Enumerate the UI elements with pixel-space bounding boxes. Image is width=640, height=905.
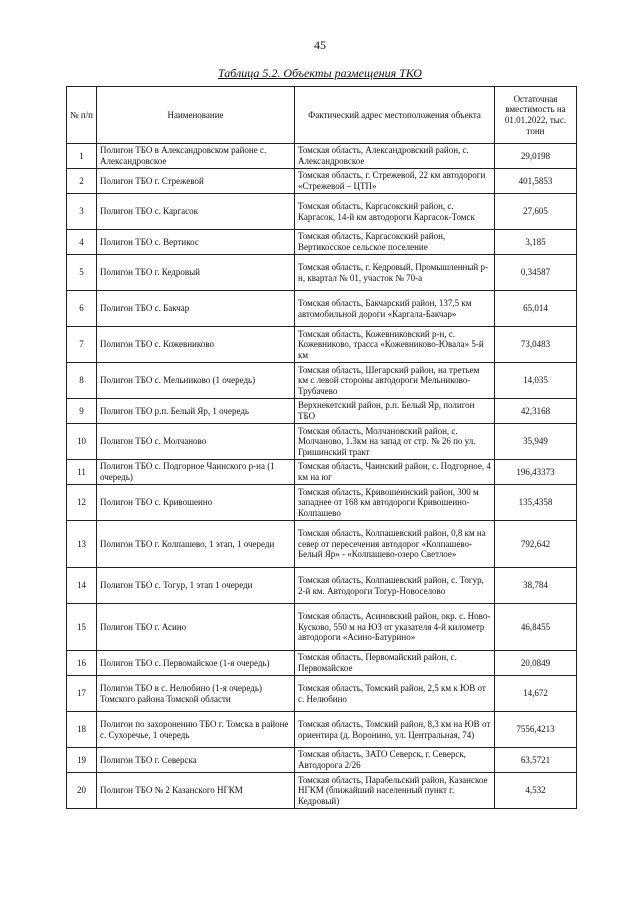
row-capacity: 63,5721 [495,748,577,773]
row-num: 5 [67,255,97,291]
row-capacity: 401,5853 [495,169,577,194]
row-num: 2 [67,169,97,194]
header-capacity: Остаточная вместимость на 01.01.2022, тыс. тонн [495,87,577,144]
table-caption: Таблица 5.2. Объекты размещения ТКО [218,66,422,80]
row-capacity: 65,014 [495,291,577,327]
row-name: Полигон ТБО в Александровском районе с. Александровское [97,144,295,169]
table-row [67,604,577,651]
row-num: 19 [67,748,97,773]
row-capacity: 42,3168 [495,399,577,424]
row-address: Томская область, Томский район, 2,5 км к ЮВ от с. Нелюбино [295,676,495,712]
table-row [67,194,577,230]
row-capacity: 38,784 [495,568,577,604]
row-capacity: 135,4358 [495,485,577,521]
row-capacity: 20,0849 [495,651,577,676]
header-name: Наименование [97,87,295,144]
row-num: 10 [67,424,97,460]
row-address: Верхнекетский район, р.п. Белый Яр, полигон ТБО [295,399,495,424]
table-row [67,521,577,568]
row-address: Томская область, Молчановский район, с. Молчаново, 1.3км на запад от стр. № 26 по ул. Гришинский тракт [295,424,495,460]
row-name: Полигон ТБО с. Молчаново [97,424,295,460]
row-num: 16 [67,651,97,676]
table-row [67,424,577,460]
row-capacity: 14,672 [495,676,577,712]
header-address: Фактический адрес местоположения объекта [295,87,495,144]
table-row [67,748,577,773]
row-name: Полигон ТБО г. Кедровый [97,255,295,291]
table-row [67,773,577,809]
row-capacity: 7556,4213 [495,712,577,748]
row-address: Томская область, г. Стрежевой, 22 км автодороги «Стрежевой – ЦТП» [295,169,495,194]
table-row [67,169,577,194]
row-address: Томская область, Александровский район, с. Александровское [295,144,495,169]
row-address: Томская область, Каргасокский район, Вертикосское сельское поселение [295,230,495,255]
row-num: 1 [67,144,97,169]
row-num: 11 [67,460,97,485]
row-name: Полигон ТБО с. Кожевниково [97,327,295,363]
row-num: 20 [67,773,97,809]
row-capacity: 46,8455 [495,604,577,651]
row-name: Полигон ТБО с. Бакчар [97,291,295,327]
row-address: Томская область, Кривошеинский район, 300 м западнее от 168 км автодороги Кривошеино-Колпашево [295,485,495,521]
row-address: Томская область, Колпашевский район, 0,8 км на север от пересечения автодорог «Колпашево-Белый Яр» - «Колпашево-озеро Светлое» [295,521,495,568]
row-name: Полигон ТБО с. Первомайское (1-я очередь) [97,651,295,676]
row-name: Полигон ТБО с. Кривошеино [97,485,295,521]
row-num: 18 [67,712,97,748]
row-name: Полигон ТБО г. Колпашево, 1 этап, 1 очереди [97,521,295,568]
row-num: 3 [67,194,97,230]
waste-sites-table [66,86,577,809]
row-num: 6 [67,291,97,327]
table-row [67,568,577,604]
row-address: Томская область, ЗАТО Северск, г. Северск, Автодорога 2/26 [295,748,495,773]
table-row [67,651,577,676]
row-address: Томская область, Чаинский район, с. Подгорное, 4 км на юг [295,460,495,485]
table-row [67,676,577,712]
row-address: Томская область, Шегарский район, на третьем км с левой стороны автодороги Мельниково-Трубачево [295,363,495,399]
table-row [67,460,577,485]
row-num: 15 [67,604,97,651]
row-name: Полигон по захоронению ТБО г. Томска в районе с. Сухоречье, 1 очередь [97,712,295,748]
row-name: Полигон ТБО с. Подгорное Чаинского р-на (1 очередь) [97,460,295,485]
row-capacity: 3,185 [495,230,577,255]
table-row [67,712,577,748]
row-capacity: 196,43373 [495,460,577,485]
row-address: Томская область, Бакчарский район, 137,5 км автомобильной дороги «Каргала-Бакчар» [295,291,495,327]
row-name: Полигон ТБО с. Мельниково (1 очередь) [97,363,295,399]
table-row [67,255,577,291]
row-address: Томская область, Колпашевский район, с. Тогур, 2-й км. Автодороги Тогур-Новоселово [295,568,495,604]
row-name: Полигон ТБО с. Тогур, 1 этап 1 очереди [97,568,295,604]
row-name: Полигон ТБО с. Вертикос [97,230,295,255]
row-num: 14 [67,568,97,604]
row-num: 8 [67,363,97,399]
page-number: 45 [314,38,326,52]
row-name: Полигон ТБО г. Асино [97,604,295,651]
row-capacity: 4,532 [495,773,577,809]
row-name: Полигон ТБО г. Стрежевой [97,169,295,194]
row-name: Полигон ТБО в с. Нелюбино (1-я очередь) Томского района Томской области [97,676,295,712]
row-num: 13 [67,521,97,568]
table-header-row [67,87,577,144]
row-capacity: 29,0198 [495,144,577,169]
table-row [67,144,577,169]
row-address: Томская область, Парабельский район, Казанское НГКМ (ближайший населенный пункт г. Кедровый) [295,773,495,809]
table-row [67,230,577,255]
row-address: Томская область, Томский район, 8,3 км на ЮВ от ориентира (д. Воронино, ул. Центральная, 74) [295,712,495,748]
row-address: Томская область, Асиновский район, окр. с. Ново-Кусково, 550 м на ЮЗ от указателя 4-й километр автодороги «Асино-Батурино» [295,604,495,651]
row-address: Томская область, г. Кедровый, Промышленный р-н, квартал № 01, участок № 70-а [295,255,495,291]
row-capacity: 14,035 [495,363,577,399]
table-row [67,291,577,327]
row-name: Полигон ТБО р.п. Белый Яр, 1 очередь [97,399,295,424]
row-num: 17 [67,676,97,712]
row-capacity: 73,0483 [495,327,577,363]
row-capacity: 792,642 [495,521,577,568]
header-num: № п/п [67,87,97,144]
row-address: Томская область, Первомайский район, с. Первомайское [295,651,495,676]
table-row [67,363,577,399]
row-address: Томская область, Каргасокский район, с. Каргасок, 14-й км автодороги Каргасок-Томск [295,194,495,230]
row-name: Полигон ТБО г. Северска [97,748,295,773]
row-capacity: 0,34587 [495,255,577,291]
row-capacity: 35,949 [495,424,577,460]
row-address: Томская область, Кожевниковский р-н, с. Кожевниково, трасса «Кожевниково-Ювала» 5-й км [295,327,495,363]
table-row [67,327,577,363]
row-name: Полигон ТБО с. Каргасок [97,194,295,230]
row-num: 4 [67,230,97,255]
table-row [67,485,577,521]
row-num: 12 [67,485,97,521]
table-row [67,399,577,424]
table-body [67,144,577,809]
row-name: Полигон ТБО № 2 Казанского НГКМ [97,773,295,809]
row-capacity: 27,605 [495,194,577,230]
row-num: 9 [67,399,97,424]
row-num: 7 [67,327,97,363]
